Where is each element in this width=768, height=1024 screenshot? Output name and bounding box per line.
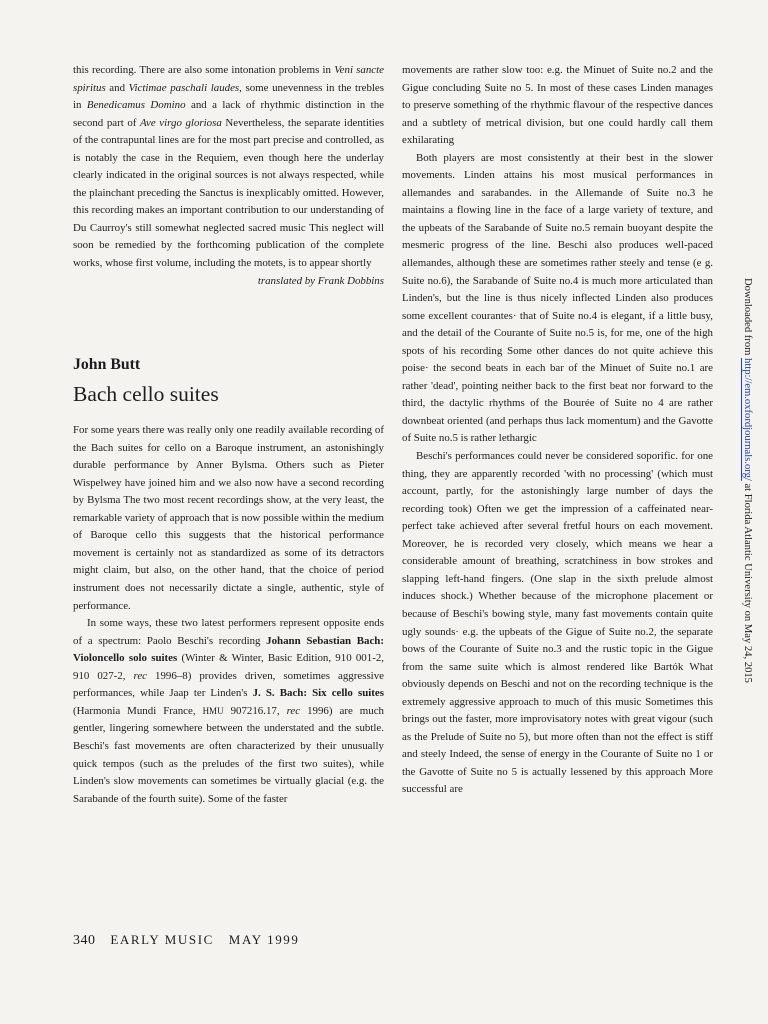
review-title: Bach cello suites [73,382,219,407]
left-paragraph-2: For some years there was really only one readily available recording of the Bach suites for cello on a Baroque instrument, an astonishingly durable performance by Anner Bylsma. Others such as Pieter Wispelwey have joined him and we also now have a second recording by Bylsma The two most recent recordings show, at the very least, the remarkable variety of approach that is now possible within the medium of Baroque cello this suggests that the historical performance movement is certainly not as standardized as some of its detractors might claim, but also, on the other hand, that the choice of period instrument does not necessarily dictate a single, authentic, style of performance. [73,424,384,612]
left-paragraph-3: In some ways, these two latest performers represent opposite ends of a spectrum: Paolo Beschi's recording Johann Sebastian Bach: Violoncello solo suites (Winter & Winter, Basic Edition, 910 001-2, 910 027-2, rec 1996–8) provides driven, sometimes aggressive performances, while Jaap ter Linden's J. S. Bach: Six cello suites (Harmonia Mundi France, HMU 907216.17, rec 1996) are much gentler, lingering somewhere between the understated and the subtle. Beschi's fast movements are often characterized by their unusually quick tempos (such as the preludes of the first two suites), while Linden's slow movements can sometimes be virtually glacial (e.g. the Sarabande of the fourth suite). Some of the faster [73,617,384,805]
journal-name: EARLY MUSIC [110,932,214,947]
journal-link[interactable]: http://em.oxfordjournals.org/ [742,358,753,481]
section-gap [73,290,384,354]
issue-date: MAY 1999 [228,932,300,947]
right-column [402,62,713,799]
translator-credit: translated by Frank Dobbins [257,274,384,287]
page-number: 340 [73,933,96,948]
right-paragraph-1: movements are rather slow too: e.g. the Minuet of Suite no.2 and the Gigue concluding Suite no 5. In most of these cases Linden manages to preserve something of the rhythmic flavour of the respective dances and a subtlety of metrical division, but one could hardly call them exhilarating [402,64,713,147]
right-paragraph-3: Beschi's performances could never be considered soporific. for one thing, they are apparently recorded 'with no processing' (which must account, partly, for the astonishingly large number of days the recording took) Often we get the impression of a caffeinated near-perfect take achieved after several fretful hours on each movement. Moreover, he is recorded very closely, which means we hear a considerable amount of breathing, scratchiness in bow strokes and slapping left-hand fingers. (One slap in the sixth prelude almost induces shock.) Whether because of the microphone placement or because of Beschi's bowing style, many fast movements contain quite ugly sounds· e.g. the upbeats of the Gigue of Suite no.2, the separate bows of the Courante of Suite no.3 and the rustic topic in the Gigue from the same suite which is almost rendered like Bartók What obviously depends on Beschi and not on the recording technique is the extremely aggressive approach to much of this music Sometimes this brings out the faster, more improvisatory notes with great vigour (such as the Prelude of Suite no 5), but more often than not the effect is stiff and steely Indeed, the sense of energy in the Courante of Suite no 1 or the Gavotte of Suite no 5 is actually lessened by this approach More successful are [402,450,713,796]
left-column [73,62,384,808]
review-author: John Butt [73,356,141,374]
left-paragraph-1: this recording. There are also some intonation problems in Veni sancte spiritus and Victimae paschali laudes, some unevenness in the trebles in Benedicamus Domino and a lack of rhythmic distinction in the second part of Ave virgo gloriosa Nevertheless, the separate identities of the contrapuntal lines are for the most part precise and controlled, as is notably the case in the Requiem, even though here the underlay clearly indicated in the original sources is not always respected, while the plainchant preceding the Sanctus is inexplicably omitted. However, this recording makes an important contribution to our understanding of Du Caurroy's still somewhat neglected sacred music This neglect will soon be remedied by the forthcoming publication of the complete works, whose first volume, including the motets, is to appear shortly [73,64,384,270]
download-notice: Downloaded from http://em.oxfordjournals.org/ at Florida Atlantic University on May 24, 2015 [742,278,753,683]
page-footer [73,932,300,949]
right-paragraph-2: Both players are most consistently at their best in the slower movements. Linden attains his most musical performances in allemandes and sarabandes. in the Allemande of Suite no.3 he maintains a flowing line in the face of a large variety of texture, and the upbeats of the Sarabande of Suite no.5 remain buoyant despite the mesmeric progress of the line. Beschi also produces well-paced allemandes, although these are sometimes rather steely and tense (e g. Suite no.6), the Sarabande of Suite no.4 is much more articulated than Linden's, but the line is thus nicely inflected Linden also produces some excellent courantes· that of Suite no.4 is elegant, if a little busy, and the detail of the Courante of Suite no.5 is, for me, one of the high spots of his recording Some other dances do not quite achieve this poise· the second beats in each bar of the Minuet of Suite no.1 are rather 'dead', pointing neither back to the first beat nor forward to the third, the dactylic rhythms of the Bourée of Suite no 4 are rather downbeat oriented (and perhaps thus lack momentum) and the Gavotte of Suite no.5 is rather lethargic [402,151,713,445]
